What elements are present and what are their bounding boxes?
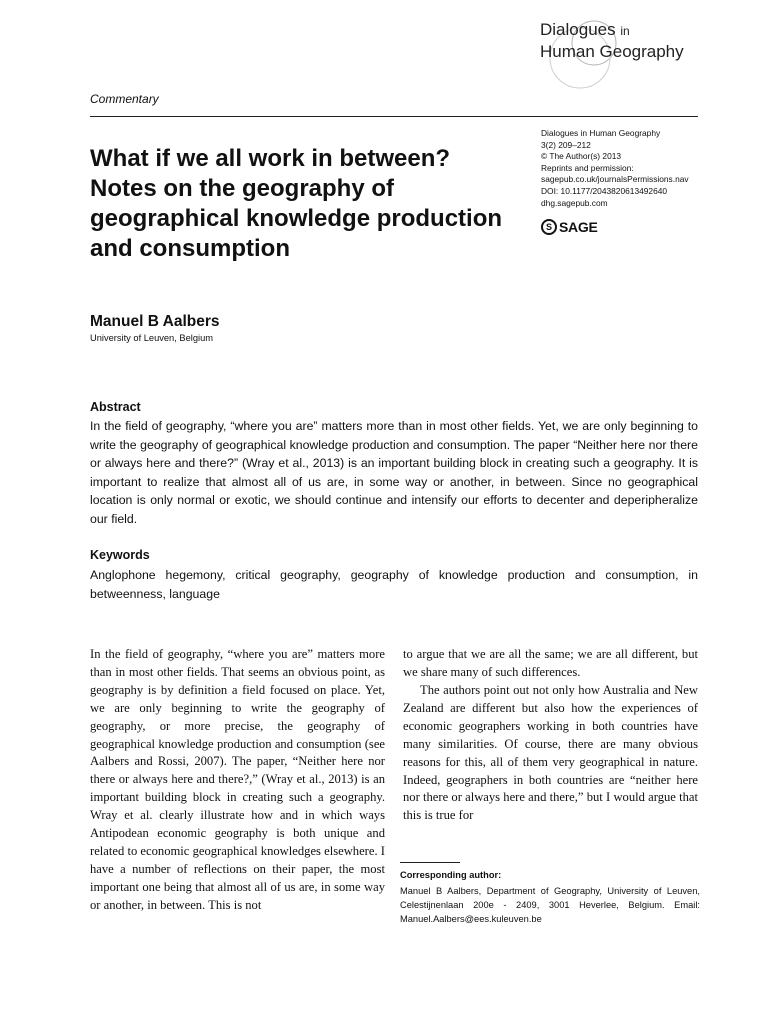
abstract-text: In the field of geography, “where you are” matters more than in most other fields. Yet, we are only beginning to write the geography of geographical knowledge production and consumption. The paper “Neither here nor there or always here and there?” (Wray et al., 2013) is an important building block in creating such a geography. It is important to realize that almost all of us are, in some way or another, in between. Since no geographical location is only normal or exotic, we should continue and intensify our efforts to decenter and deperipheralize our field. bbox=[90, 419, 698, 526]
article-title: What if we all work in between? Notes on the geography of geographical knowledge production and consumption bbox=[90, 145, 503, 262]
header-rule bbox=[90, 116, 698, 117]
body-column-2-paragraph-1: to argue that we are all the same; we are all different, but we share many of such differences. bbox=[403, 647, 698, 679]
sage-s-icon: S bbox=[541, 219, 557, 235]
author-affiliation: University of Leuven, Belgium bbox=[90, 333, 213, 343]
logo-line2: Human Geography bbox=[540, 42, 684, 61]
abstract-heading: Abstract bbox=[90, 400, 141, 414]
author-name: Manuel B Aalbers bbox=[90, 313, 220, 330]
logo-word-dialogues: Dialogues bbox=[540, 20, 616, 39]
section-label: Commentary bbox=[90, 92, 159, 106]
meta-permissions-link[interactable]: sagepub.co.uk/journalsPermissions.nav bbox=[541, 174, 689, 185]
publisher-logo bbox=[541, 218, 597, 236]
publisher-name: SAGE bbox=[559, 219, 598, 235]
meta-doi[interactable]: DOI: 10.1177/2043820613492640 bbox=[541, 185, 668, 196]
meta-issue: 3(2) 209–212 bbox=[541, 139, 591, 150]
footnote-rule bbox=[400, 862, 460, 863]
meta-reprints: Reprints and permission: bbox=[541, 162, 634, 173]
corresponding-author-heading: Corresponding author: bbox=[400, 870, 502, 880]
logo-line1 bbox=[540, 20, 630, 41]
journal-logo bbox=[540, 18, 740, 108]
keywords-heading: Keywords bbox=[90, 548, 150, 562]
corresponding-author-details: Manuel B Aalbers, Department of Geography, University of Leuven, Celestijnenlaan 200e - 2409, 3001 Heverlee, Belgium. Email: Manuel.Aalbers@ees.kuleuven.be bbox=[400, 886, 700, 924]
meta-copyright: © The Author(s) 2013 bbox=[541, 151, 622, 162]
keywords-text: Anglophone hegemony, critical geography, geography of knowledge production and consumption, in betweenness, language bbox=[90, 568, 698, 601]
meta-journal: Dialogues in Human Geography bbox=[541, 128, 661, 138]
meta-site-link[interactable]: dhg.sagepub.com bbox=[541, 197, 608, 208]
body-column-1-paragraph: In the field of geography, “where you are” matters more than in most other fields. That seems an obvious point, as geography is by definition a field focused on place. Yet, we are only beginning to write the geography of geography, or more precise, the geography of geographical knowledge production and consumption (see Aalbers and Rossi, 2007). The paper, “Neither here nor there or always here and there?,” (Wray et al., 2013) is an important building block in creating such a geography. Wray et al. clearly illustrate how and in which ways Antipodean economic geography is both unique and related to economic geographical knowledges elsewhere. I have a number of reflections on their paper, the most important one being that almost all of us are, in some way or another, in between. This is not bbox=[90, 647, 385, 912]
logo-word-in: in bbox=[620, 24, 630, 38]
article-meta bbox=[541, 128, 711, 209]
body-column-2-paragraph-2: The authors point out not only how Australia and New Zealand are different but also how the experiences of economic geographers working in both countries have many similarities. Of course, there are many obvious reasons for this, all of them very geographical in nature. Indeed, geographers in both countries are “neither here nor there or always here and there,” but I would argue that this is true for bbox=[403, 683, 698, 823]
